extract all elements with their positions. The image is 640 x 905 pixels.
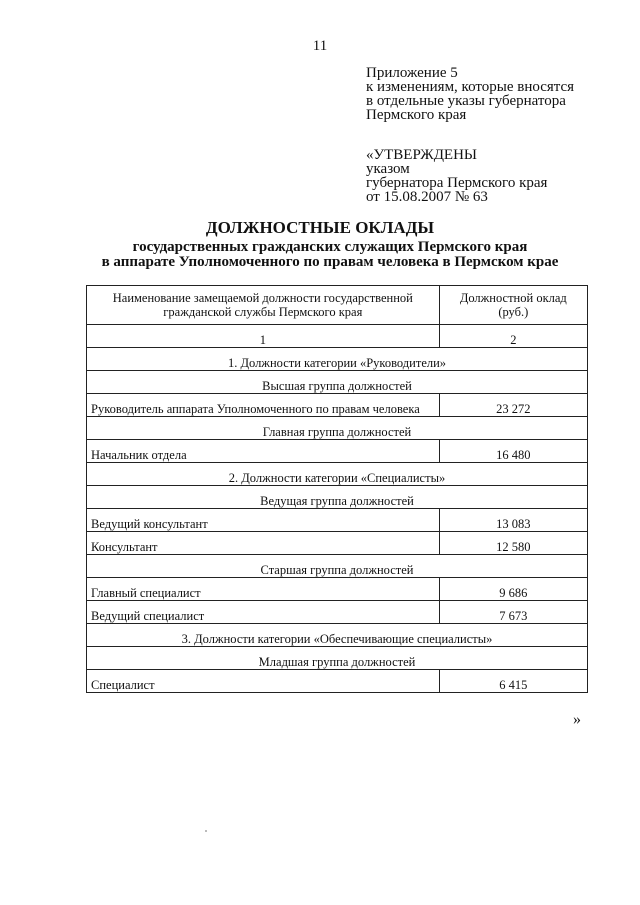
table-row bbox=[87, 670, 588, 693]
appendix-line: Приложение 5 bbox=[366, 65, 458, 81]
appendix-line: Пермского края bbox=[366, 107, 467, 123]
approval-line: «УТВЕРЖДЕНЫ bbox=[366, 147, 478, 163]
appendix-line: в отдельные указы губернатора bbox=[366, 93, 566, 109]
position-name: Начальник отдела bbox=[87, 440, 440, 463]
table-row bbox=[87, 578, 588, 601]
group-row bbox=[87, 647, 588, 670]
group-heading: Старшая группа должностей bbox=[87, 555, 588, 578]
category-row bbox=[87, 348, 588, 371]
category-heading: 2. Должности категории «Специалисты» bbox=[87, 463, 588, 486]
table-row bbox=[87, 601, 588, 624]
salary-value: 7 673 bbox=[439, 601, 587, 624]
salary-table bbox=[86, 285, 588, 693]
salary-value: 9 686 bbox=[439, 578, 587, 601]
document-title: ДОЛЖНОСТНЫЕ ОКЛАДЫ bbox=[205, 218, 435, 237]
salary-value: 23 272 bbox=[439, 394, 587, 417]
group-row bbox=[87, 486, 588, 509]
position-name: Специалист bbox=[87, 670, 440, 693]
scan-speck bbox=[205, 830, 207, 832]
group-heading: Ведущая группа должностей bbox=[87, 486, 588, 509]
table-row bbox=[87, 509, 588, 532]
column-number-row bbox=[87, 325, 588, 348]
approval-line: губернатора Пермского края bbox=[366, 175, 548, 191]
category-heading: 3. Должности категории «Обеспечивающие специалисты» bbox=[87, 624, 588, 647]
position-name: Консультант bbox=[87, 532, 440, 555]
position-name: Главный специалист bbox=[87, 578, 440, 601]
table-row bbox=[87, 440, 588, 463]
salary-value: 16 480 bbox=[439, 440, 587, 463]
group-heading: Главная группа должностей bbox=[87, 417, 588, 440]
table-row bbox=[87, 394, 588, 417]
subtitle-line-2: в аппарате Уполномоченного по правам человека в Пермском крае bbox=[101, 254, 559, 270]
position-name: Ведущий консультант bbox=[87, 509, 440, 532]
group-heading: Младшая группа должностей bbox=[87, 647, 588, 670]
position-name: Руководитель аппарата Уполномоченного по правам человека bbox=[87, 394, 440, 417]
table-header-row bbox=[87, 286, 588, 325]
category-row bbox=[87, 463, 588, 486]
category-heading: 1. Должности категории «Руководители» bbox=[87, 348, 588, 371]
group-row bbox=[87, 555, 588, 578]
table-row bbox=[87, 532, 588, 555]
approval-line: указом bbox=[366, 161, 410, 177]
group-heading: Высшая группа должностей bbox=[87, 371, 588, 394]
document-subtitle bbox=[60, 240, 600, 270]
column-number: 1 bbox=[87, 325, 440, 348]
category-row bbox=[87, 624, 588, 647]
position-name: Ведущий специалист bbox=[87, 601, 440, 624]
salary-value: 12 580 bbox=[439, 532, 587, 555]
group-row bbox=[87, 371, 588, 394]
header-salary: Должностной оклад (руб.) bbox=[439, 286, 587, 325]
appendix-block bbox=[366, 66, 574, 122]
salary-value: 13 083 bbox=[439, 509, 587, 532]
approval-block bbox=[366, 148, 547, 204]
closing-quote: » bbox=[573, 711, 581, 728]
page-number: 11 bbox=[312, 38, 328, 54]
approval-line: от 15.08.2007 № 63 bbox=[366, 189, 488, 205]
appendix-line: к изменениям, которые вносятся bbox=[366, 79, 575, 95]
column-number: 2 bbox=[439, 325, 587, 348]
salary-value: 6 415 bbox=[439, 670, 587, 693]
group-row bbox=[87, 417, 588, 440]
subtitle-line-1: государственных гражданских служащих Пермского края bbox=[132, 239, 528, 255]
header-position: Наименование замещаемой должности государственной гражданской службы Пермского края bbox=[87, 286, 440, 325]
